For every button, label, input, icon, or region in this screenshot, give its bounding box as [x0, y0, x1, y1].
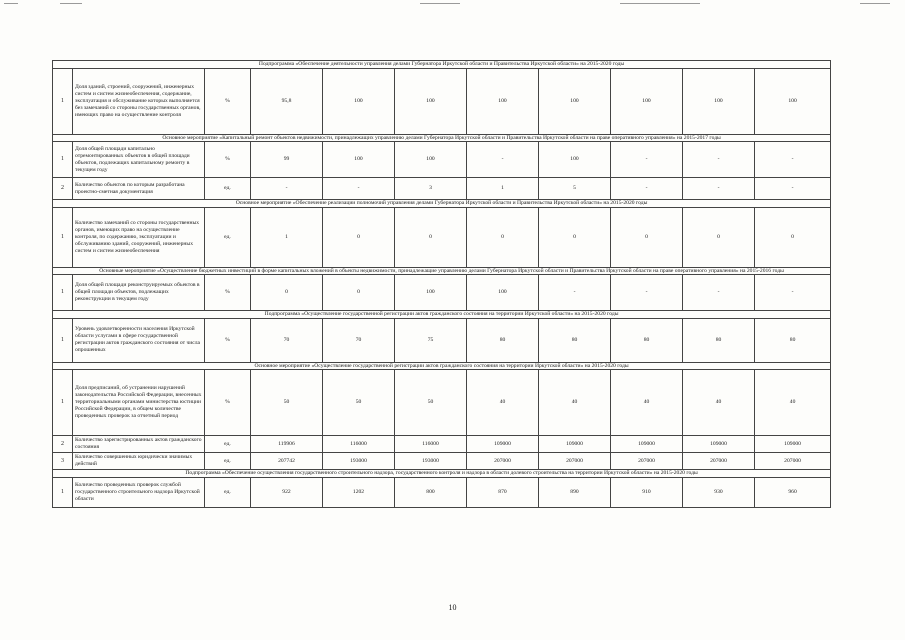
- table-row: [53, 275, 831, 311]
- value-cell: 100: [395, 142, 467, 178]
- value-cell: 40: [755, 370, 831, 436]
- value-cell: -: [611, 275, 683, 311]
- value-cell: -: [755, 178, 831, 200]
- row-number: 1: [53, 68, 73, 134]
- unit-cell: %: [205, 142, 251, 178]
- value-cell: 80: [539, 318, 611, 362]
- value-cell: 50: [395, 370, 467, 436]
- value-cell: 890: [539, 477, 611, 507]
- value-cell: 40: [683, 370, 755, 436]
- row-number: 2: [53, 436, 73, 453]
- indicator-name: Доля общей площади капитально отремонтированных объектов в общей площади объектов, подлежащих капитальному ремонту в текущем году: [73, 142, 205, 178]
- row-number: 2: [53, 178, 73, 200]
- table-row: [53, 436, 831, 453]
- scan-artifact: [620, 3, 700, 4]
- unit-cell: ед.: [205, 453, 251, 470]
- value-cell: 922: [251, 477, 323, 507]
- value-cell: 100: [611, 68, 683, 134]
- value-cell: 100: [323, 142, 395, 178]
- value-cell: 1: [251, 207, 323, 267]
- table-body: [53, 61, 831, 508]
- value-cell: 109000: [467, 436, 539, 453]
- unit-cell: ед.: [205, 436, 251, 453]
- value-cell: 109000: [683, 436, 755, 453]
- section-heading-row: [53, 134, 831, 142]
- value-cell: -: [467, 142, 539, 178]
- scan-artifact: [4, 3, 18, 4]
- section-heading-row: [53, 470, 831, 478]
- value-cell: 0: [539, 207, 611, 267]
- unit-cell: %: [205, 318, 251, 362]
- value-cell: 870: [467, 477, 539, 507]
- section-heading-row: [53, 362, 831, 370]
- value-cell: 800: [395, 477, 467, 507]
- row-number: 1: [53, 275, 73, 311]
- value-cell: 5: [539, 178, 611, 200]
- indicator-name: Доля зданий, строений, сооружений, инженерных систем и систем жизнеобеспечения, содержание, эксплуатация и обслуживание которых выполняется без замечаний со стороны государственных органов, имеющих право на осуществление контроля: [73, 68, 205, 134]
- value-cell: -: [611, 178, 683, 200]
- indicator-name: Количество объектов по которым разработана проектно-сметная документация: [73, 178, 205, 200]
- value-cell: 116000: [395, 436, 467, 453]
- table-row: [53, 477, 831, 507]
- section-heading-row: [53, 311, 831, 319]
- section-heading: Основное мероприятие «Капитальный ремонт объектов недвижимости, принадлежащих управлению делами Губернатора Иркутской области и Правительства Иркутской области на праве оперативного управления» на 2015-2017 годы: [53, 134, 831, 142]
- unit-cell: %: [205, 370, 251, 436]
- section-heading-row: [53, 267, 831, 275]
- value-cell: 0: [683, 207, 755, 267]
- unit-cell: ед.: [205, 477, 251, 507]
- value-cell: 0: [251, 275, 323, 311]
- value-cell: 100: [467, 275, 539, 311]
- value-cell: 207742: [251, 453, 323, 470]
- indicators-table: [52, 60, 831, 508]
- value-cell: 50: [251, 370, 323, 436]
- value-cell: 40: [611, 370, 683, 436]
- value-cell: -: [755, 142, 831, 178]
- section-heading: Основное мероприятие «Обеспечение реализации полномочий управления делами Губернатора Иркутской области и Правительства Иркутской области» на 2015-2020 годы: [53, 200, 831, 208]
- value-cell: 0: [611, 207, 683, 267]
- value-cell: -: [611, 142, 683, 178]
- table-row: [53, 142, 831, 178]
- value-cell: 109000: [611, 436, 683, 453]
- value-cell: -: [683, 275, 755, 311]
- value-cell: 109000: [539, 436, 611, 453]
- row-number: 1: [53, 318, 73, 362]
- row-number: 1: [53, 142, 73, 178]
- value-cell: 0: [467, 207, 539, 267]
- value-cell: 207000: [611, 453, 683, 470]
- value-cell: 0: [323, 275, 395, 311]
- value-cell: -: [323, 178, 395, 200]
- value-cell: 100: [683, 68, 755, 134]
- table-row: [53, 68, 831, 134]
- indicator-name: Уровень удовлетворенности населения Иркутской области услугами в сфере государственной регистрации актов гражданского состояния от числа опрошенных: [73, 318, 205, 362]
- value-cell: 207000: [755, 453, 831, 470]
- value-cell: 100: [755, 68, 831, 134]
- value-cell: 100: [539, 68, 611, 134]
- value-cell: 930: [683, 477, 755, 507]
- value-cell: 80: [467, 318, 539, 362]
- row-number: 1: [53, 477, 73, 507]
- value-cell: 109000: [755, 436, 831, 453]
- section-heading: Подпрограмма «Обеспечение деятельности управления делами Губернатора Иркутской области и Правительства Иркутской области» на 2015-2020 годы: [53, 61, 831, 69]
- value-cell: -: [683, 142, 755, 178]
- value-cell: 100: [395, 275, 467, 311]
- value-cell: 100: [539, 142, 611, 178]
- table-row: [53, 207, 831, 267]
- indicator-name: Доля предписаний, об устранении нарушений законодательства Российской Федерации, внесенных территориальными органами министерства юстиции Российской Федерации, в общем количестве проведенных проверок за отчетный период: [73, 370, 205, 436]
- value-cell: 3: [395, 178, 467, 200]
- value-cell: 40: [539, 370, 611, 436]
- scan-artifact: [420, 3, 460, 4]
- value-cell: 80: [683, 318, 755, 362]
- value-cell: 116000: [323, 436, 395, 453]
- indicator-name: Количество зарегистрированных актов гражданского состояния: [73, 436, 205, 453]
- indicator-name: Количество замечаний со стороны государственных органов, имеющих право на осуществление контроля, по содержанию, эксплуатации и обслуживанию зданий, сооружений, инженерных систем и систем жизнеобеспечения: [73, 207, 205, 267]
- value-cell: 40: [467, 370, 539, 436]
- value-cell: 100: [395, 68, 467, 134]
- value-cell: 193000: [395, 453, 467, 470]
- section-heading: Основные мероприятие «Осуществление бюджетных инвестиций в форме капитальных вложений в объекты недвижимости, принадлежащие управлению делами Губернатора Иркутской области и Правительства Иркутской области на праве оперативного управления» на 2015-2016 годы: [53, 267, 831, 275]
- value-cell: 0: [323, 207, 395, 267]
- table-row: [53, 453, 831, 470]
- value-cell: -: [755, 275, 831, 311]
- value-cell: 910: [611, 477, 683, 507]
- section-heading-row: [53, 61, 831, 69]
- section-heading: Основное мероприятие «Осуществление государственной регистрации актов гражданского состояния на территории Иркутской области» на 2015-2020 годы: [53, 362, 831, 370]
- value-cell: 0: [755, 207, 831, 267]
- value-cell: 80: [755, 318, 831, 362]
- value-cell: 207000: [683, 453, 755, 470]
- value-cell: -: [251, 178, 323, 200]
- value-cell: 95,8: [251, 68, 323, 134]
- section-heading: Подпрограмма «Осуществление государственной регистрации актов гражданского состояния на территории Иркутской области» на 2015-2020 годы: [53, 311, 831, 319]
- value-cell: 50: [323, 370, 395, 436]
- unit-cell: ед.: [205, 178, 251, 200]
- value-cell: 1: [467, 178, 539, 200]
- table-row: [53, 318, 831, 362]
- section-heading: Подпрограмма «Обеспечение осуществления государственного строительного надзора, государственного контроля и надзора в области долевого строительства на территории Иркутской области» на 2015-2020 годы: [53, 470, 831, 478]
- table-row: [53, 178, 831, 200]
- value-cell: 207000: [539, 453, 611, 470]
- value-cell: 960: [755, 477, 831, 507]
- value-cell: 100: [467, 68, 539, 134]
- value-cell: 119906: [251, 436, 323, 453]
- value-cell: 0: [395, 207, 467, 267]
- scan-artifact: [60, 3, 82, 4]
- row-number: 1: [53, 207, 73, 267]
- value-cell: 100: [323, 68, 395, 134]
- value-cell: 99: [251, 142, 323, 178]
- indicator-name: Доля общей площади реконструируемых объектов в общей площади объектов, подлежащих реконструкции в текущем году: [73, 275, 205, 311]
- table-row: [53, 370, 831, 436]
- row-number: 1: [53, 370, 73, 436]
- value-cell: 1202: [323, 477, 395, 507]
- indicator-name: Количество проведенных проверок службой государственного строительного надзора Иркутской области: [73, 477, 205, 507]
- page-number: 10: [448, 603, 457, 612]
- value-cell: 193000: [323, 453, 395, 470]
- value-cell: 70: [323, 318, 395, 362]
- unit-cell: ед.: [205, 207, 251, 267]
- unit-cell: %: [205, 68, 251, 134]
- indicator-name: Количество совершенных юридически значимых действий: [73, 453, 205, 470]
- value-cell: 75: [395, 318, 467, 362]
- value-cell: 80: [611, 318, 683, 362]
- value-cell: -: [683, 178, 755, 200]
- row-number: 3: [53, 453, 73, 470]
- scan-artifact: [860, 3, 890, 4]
- section-heading-row: [53, 200, 831, 208]
- value-cell: -: [539, 275, 611, 311]
- value-cell: 70: [251, 318, 323, 362]
- unit-cell: %: [205, 275, 251, 311]
- value-cell: 207000: [467, 453, 539, 470]
